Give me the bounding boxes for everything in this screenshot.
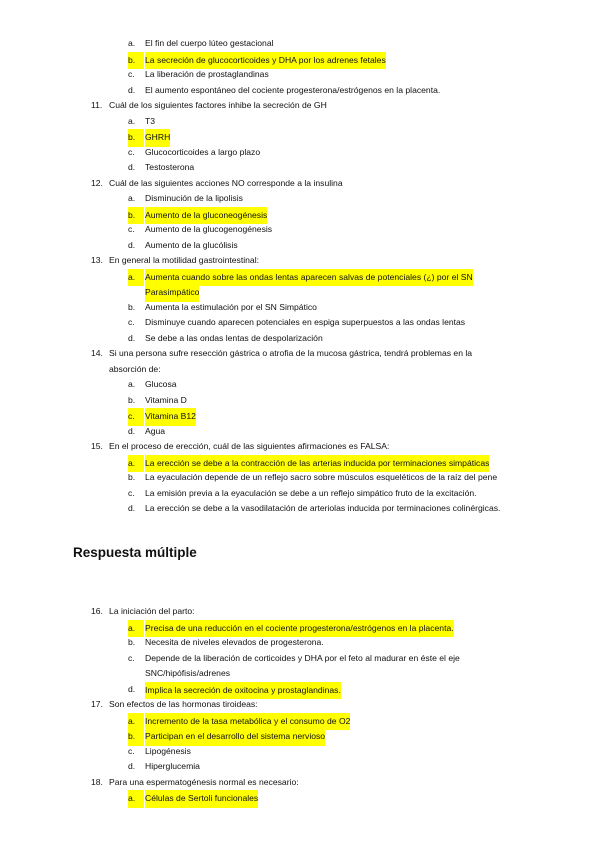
option-q16-d (0, 682, 600, 698)
option-q17-a (0, 713, 600, 729)
option-q12-b (0, 207, 600, 223)
option-letter: b. (128, 637, 136, 647)
option-q11-a (0, 114, 600, 130)
question-15 (0, 439, 600, 455)
option-q14-a (0, 377, 600, 393)
question-13 (0, 253, 600, 269)
option-letter: c. (128, 408, 144, 426)
option-text-highlighted: Precisa de una reducción en el cociente progesterona/estrógenos en la placenta. (145, 620, 454, 638)
option-q14-d (0, 424, 600, 440)
question-12 (0, 176, 600, 192)
option-letter: c. (128, 69, 135, 79)
option-q12-a (0, 191, 600, 207)
option-text-highlighted: Aumenta cuando sobre las ondas lentas aparecen salvas de potenciales (¿) por el SN (145, 269, 473, 287)
question-number: 17. (91, 699, 103, 709)
option-q17-d (0, 759, 600, 775)
option-letter: a. (128, 620, 144, 638)
option-text: Necesita de niveles elevados de progesterona. (145, 637, 324, 647)
option-text: El aumento espontáneo del cociente progesterona/estrógenos en la placenta. (145, 84, 441, 95)
option-letter: c. (128, 487, 135, 498)
option-q10-b (0, 52, 600, 68)
question-17 (0, 697, 600, 713)
question-text: Si una persona sufre resección gástrica o atrofia de la mucosa gástrica, tendrá problemas en la (109, 348, 473, 358)
option-letter: b. (128, 472, 136, 482)
option-text: Lipogénesis (145, 745, 191, 756)
option-text: Hiperglucemia (145, 761, 200, 771)
question-number: 15. (91, 441, 103, 451)
option-text-highlighted: GHRH (145, 129, 170, 147)
option-letter: c. (128, 745, 135, 756)
option-letter: d. (128, 162, 136, 172)
option-text: Agua (145, 425, 166, 436)
question-number: 14. (91, 348, 103, 358)
option-text-continuation: SNC/hipófisis/adrenes (145, 668, 231, 678)
option-q13-a (0, 269, 600, 285)
option-q17-b (0, 728, 600, 744)
question-text-continuation: absorción de: (109, 363, 161, 374)
option-q11-c (0, 145, 600, 161)
option-q13-b (0, 300, 600, 316)
option-text: La erección se debe a la vasodilatación de arteriolas inducida por terminaciones colinérgicas. (145, 503, 501, 513)
question-text: Cuál de los siguientes factores inhibe la secreción de GH (109, 100, 327, 110)
option-q10-d (0, 83, 600, 99)
question-text: La iniciación del parto: (109, 606, 195, 616)
option-letter: c. (128, 146, 135, 157)
option-letter: d. (128, 683, 136, 694)
option-text: Testosterona (145, 162, 195, 172)
option-text: La liberación de prostaglandinas (145, 69, 269, 79)
option-letter: d. (128, 239, 136, 250)
question-text: En el proceso de erección, cuál de las siguientes afirmaciones es FALSA: (109, 441, 390, 451)
question-text: En general la motilidad gastrointestinal: (109, 255, 260, 265)
option-text: Glucosa (145, 379, 177, 389)
option-letter: d. (128, 761, 136, 771)
question-14-continuation (0, 362, 600, 378)
option-text: Aumenta la estimulación por el SN Simpático (145, 301, 317, 312)
option-text-highlighted: Células de Sertoli funcionales (145, 790, 258, 808)
option-q16-b (0, 635, 600, 651)
option-letter: b. (128, 52, 144, 70)
option-text: T3 (145, 115, 156, 126)
option-text-highlighted: La secreción de glucocorticoides y DHA por los adrenes fetales (145, 52, 386, 70)
question-18 (0, 775, 600, 791)
option-letter: c. (128, 317, 135, 327)
question-11 (0, 98, 600, 114)
option-q14-b (0, 393, 600, 409)
option-q14-c (0, 408, 600, 424)
question-number: 16. (91, 606, 103, 616)
option-letter: a. (128, 269, 144, 287)
section-heading: Respuesta múltiple (73, 545, 197, 560)
option-letter: a. (128, 455, 144, 473)
question-14 (0, 346, 600, 362)
question-text: Son efectos de las hormonas tiroideas: (109, 699, 258, 709)
option-text: Se debe a las ondas lentas de despolarización (145, 332, 323, 343)
option-q13-d (0, 331, 600, 347)
option-text-highlighted: La erección se debe a la contracción de las arterias inducida por terminaciones simpáticas (145, 455, 489, 473)
option-text-highlighted: Vitamina B12 (145, 408, 196, 426)
question-number: 11. (91, 100, 103, 110)
option-text: Disminuye cuando aparecen potenciales en espiga superpuestos a las ondas lentas (145, 317, 466, 327)
option-q13-c (0, 315, 600, 331)
option-letter: a. (128, 115, 136, 126)
option-text-highlighted: Incremento de la tasa metabólica y el consumo de O2 (145, 713, 350, 731)
option-q16-c (0, 651, 600, 667)
question-text: Para una espermatogénesis normal es necesario: (109, 776, 299, 787)
option-letter: b. (128, 129, 144, 147)
option-text: Aumento de la glucólisis (145, 239, 238, 250)
option-letter: c. (128, 224, 135, 234)
option-q17-c (0, 744, 600, 760)
option-q16-c-continuation (0, 666, 600, 682)
option-letter: a. (128, 379, 136, 389)
option-text: La emisión previa a la eyaculación se debe a un reflejo simpático fruto de la excitación. (145, 487, 477, 498)
option-letter: b. (128, 207, 144, 225)
option-q15-a (0, 455, 600, 471)
option-letter: b. (128, 394, 136, 405)
option-q10-a (0, 36, 600, 52)
option-q12-d (0, 238, 600, 254)
question-number: 12. (91, 177, 103, 188)
option-letter: d. (128, 84, 136, 95)
option-text-highlighted: Aumento de la gluconeogénesis (145, 207, 267, 225)
option-q11-b (0, 129, 600, 145)
option-letter: a. (128, 790, 144, 808)
option-q15-b (0, 470, 600, 486)
option-text: Disminución de la lipolisis (145, 193, 243, 203)
option-q15-d (0, 501, 600, 517)
question-16 (0, 604, 600, 620)
option-text: Depende de la liberación de corticoides y DHA por el feto al madurar en éste el eje (145, 652, 460, 663)
option-letter: d. (128, 425, 136, 436)
option-q12-c (0, 222, 600, 238)
option-letter: a. (128, 713, 144, 731)
option-letter: b. (128, 301, 136, 312)
option-text-highlighted: Implica la secreción de oxitocina y prostaglandinas. (145, 682, 341, 700)
option-q16-a (0, 620, 600, 636)
option-letter: b. (128, 728, 144, 746)
question-number: 13. (91, 255, 103, 265)
option-q18-a (0, 790, 600, 806)
option-text: Glucocorticoides a largo plazo (145, 146, 261, 157)
option-text: La eyaculación depende de un reflejo sacro sobre músculos esqueléticos de la raíz del pene (145, 472, 498, 482)
option-q11-d (0, 160, 600, 176)
option-text: El fin del cuerpo lúteo gestacional (145, 38, 274, 48)
option-text: Aumento de la glucogenogénesis (145, 224, 273, 234)
option-letter: d. (128, 332, 136, 343)
option-letter: a. (128, 38, 136, 48)
option-q15-c (0, 486, 600, 502)
option-letter: c. (128, 652, 135, 663)
option-text: Vitamina D (145, 394, 187, 405)
question-text: Cuál de las siguientes acciones NO corresponde a la insulina (109, 177, 343, 188)
option-letter: d. (128, 503, 136, 513)
option-q13-a-continuation (0, 284, 600, 300)
question-number: 18. (91, 776, 103, 787)
option-q10-c (0, 67, 600, 83)
option-letter: a. (128, 193, 136, 203)
option-text-continuation: Parasimpático (145, 284, 199, 302)
option-text-highlighted: Participan en el desarrollo del sistema nervioso (145, 728, 325, 746)
